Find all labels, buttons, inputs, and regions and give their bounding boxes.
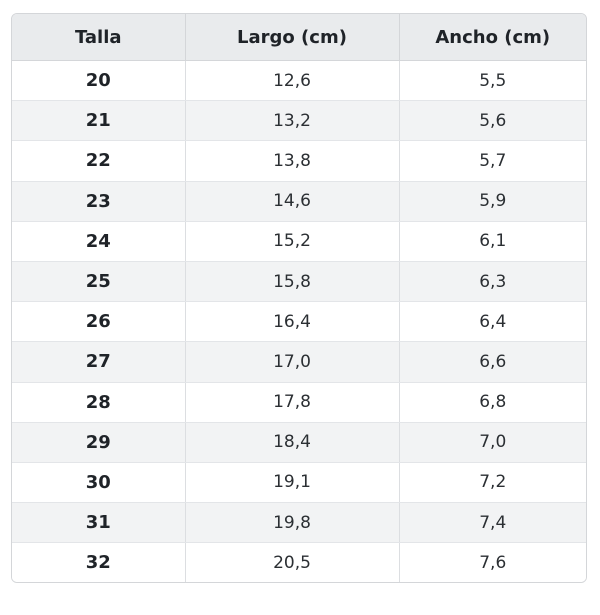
size-cell: 22 (12, 141, 185, 181)
length-cell: 13,2 (185, 101, 399, 141)
table-row (12, 543, 586, 583)
table-row (12, 261, 586, 301)
width-cell: 7,0 (399, 422, 586, 462)
size-cell: 31 (12, 503, 185, 543)
width-cell: 5,5 (399, 61, 586, 101)
table-row (12, 302, 586, 342)
header-ancho: Ancho (cm) (399, 14, 586, 61)
length-cell: 14,6 (185, 181, 399, 221)
length-cell: 19,1 (185, 462, 399, 502)
length-cell: 15,8 (185, 261, 399, 301)
width-cell: 5,7 (399, 141, 586, 181)
table-row (12, 141, 586, 181)
size-cell: 32 (12, 543, 185, 583)
table-header (12, 14, 586, 61)
length-cell: 15,2 (185, 221, 399, 261)
size-cell: 28 (12, 382, 185, 422)
width-cell: 6,6 (399, 342, 586, 382)
width-cell: 6,4 (399, 302, 586, 342)
header-row (12, 14, 586, 61)
table-row (12, 221, 586, 261)
table-row (12, 462, 586, 502)
size-cell: 21 (12, 101, 185, 141)
table-body (12, 61, 586, 583)
length-cell: 20,5 (185, 543, 399, 583)
size-cell: 25 (12, 261, 185, 301)
header-talla: Talla (12, 14, 185, 61)
size-cell: 23 (12, 181, 185, 221)
width-cell: 5,9 (399, 181, 586, 221)
length-cell: 16,4 (185, 302, 399, 342)
header-largo: Largo (cm) (185, 14, 399, 61)
size-cell: 20 (12, 61, 185, 101)
width-cell: 7,6 (399, 543, 586, 583)
table-row (12, 422, 586, 462)
size-cell: 24 (12, 221, 185, 261)
width-cell: 6,8 (399, 382, 586, 422)
length-cell: 17,0 (185, 342, 399, 382)
size-cell: 30 (12, 462, 185, 502)
length-cell: 18,4 (185, 422, 399, 462)
size-cell: 29 (12, 422, 185, 462)
length-cell: 19,8 (185, 503, 399, 543)
size-table (12, 14, 586, 582)
table-row (12, 342, 586, 382)
width-cell: 6,3 (399, 261, 586, 301)
width-cell: 7,2 (399, 462, 586, 502)
table-row (12, 382, 586, 422)
table-row (12, 503, 586, 543)
size-cell: 27 (12, 342, 185, 382)
width-cell: 7,4 (399, 503, 586, 543)
size-cell: 26 (12, 302, 185, 342)
size-table-container (11, 13, 587, 583)
table-row (12, 101, 586, 141)
length-cell: 12,6 (185, 61, 399, 101)
width-cell: 5,6 (399, 101, 586, 141)
table-row (12, 61, 586, 101)
length-cell: 17,8 (185, 382, 399, 422)
width-cell: 6,1 (399, 221, 586, 261)
length-cell: 13,8 (185, 141, 399, 181)
table-row (12, 181, 586, 221)
